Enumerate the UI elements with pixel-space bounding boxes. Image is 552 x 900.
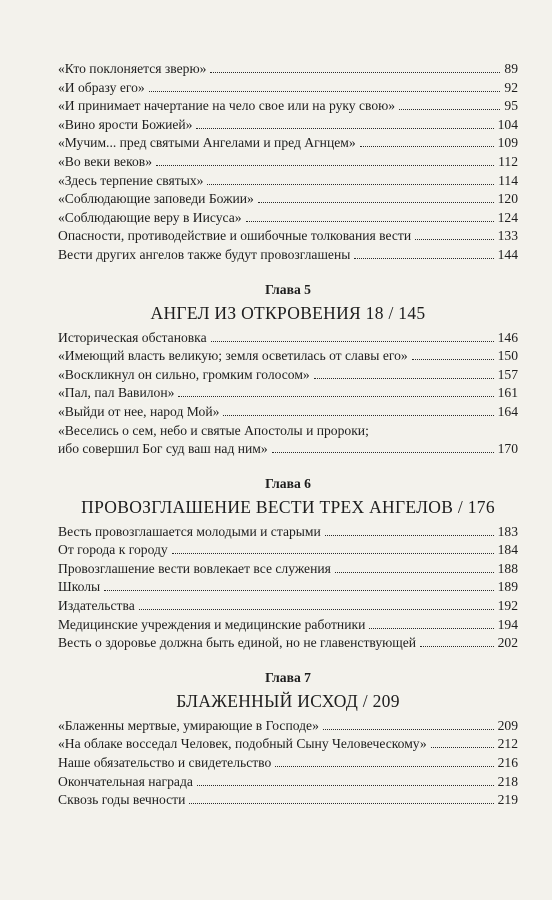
toc-entry-page: 89 [504,61,518,76]
toc-entry-title: Вести других ангелов также будут провозглашены [58,246,351,262]
toc-entry-title: От города к городу [58,542,168,558]
toc-entry-title: Наше обязательство и свидетельство [58,755,272,771]
toc-leader-dots [360,145,494,147]
toc-entry-title: «И образу его» [58,79,145,95]
toc-entry-title: «Во веки веков» [58,153,153,169]
toc-entry-page: 219 [497,792,518,808]
toc-chapter [58,669,518,810]
chapter-label: Глава 5 [265,281,311,297]
toc-leader-dots [323,728,494,730]
toc-entry [58,717,518,736]
toc-entry-page: 157 [497,366,518,382]
toc-leader-dots [196,127,493,129]
toc-entry-title: Сквозь годы вечности [58,792,186,808]
toc-entry-page: 216 [497,755,518,771]
chapter-title: АНГЕЛ ИЗ ОТКРОВЕНИЯ 18 / 145 [150,302,426,323]
toc-entry-title: Провозглашение вести вовлекает все служения [58,560,331,576]
toc-entry [58,440,518,459]
toc-entry-title: «Воскликнул он сильно, громким голосом» [58,366,310,382]
toc-section [58,60,518,265]
toc-entry [58,172,518,191]
toc-entry-page: 184 [497,542,518,558]
toc-entry [58,735,518,754]
toc-entry [58,246,518,265]
toc-entry [58,578,518,597]
toc-entry [58,366,518,385]
toc-entry-page: 95 [504,98,518,114]
toc-entry-page: 194 [497,616,518,632]
toc-entry-page: 92 [504,79,518,95]
toc-entry [58,541,518,560]
toc-entry [58,190,518,209]
toc-entry-title: Весть провозглашается молодыми и старыми [58,523,321,539]
toc-chapter [58,281,518,459]
toc-entry-page: 114 [498,172,518,188]
toc-entry-title: Издательства [58,598,135,614]
toc-entry-title: «Соблюдающие заповеди Божии» [58,191,254,207]
toc-entry [58,97,518,116]
toc-entry [58,754,518,773]
toc-entry-page: 112 [498,153,518,169]
toc-entry-title: «Мучим... пред святыми Ангелами и пред Агнцем» [58,135,356,151]
toc-leader-dots [325,534,494,536]
toc-page [58,60,518,810]
toc-entry-page: 150 [497,348,518,364]
chapter-label: Глава 7 [265,669,311,685]
toc-entry-title: «Имеющий власть великую; земля осветилась от славы его» [58,348,408,364]
toc-entry-title: «Блаженны мертвые, умирающие в Господе» [58,717,319,733]
toc-entry-page: 218 [497,773,518,789]
toc-leader-dots [258,201,494,203]
toc-leader-dots [178,395,493,397]
toc-entry [58,209,518,228]
toc-entry [58,79,518,98]
toc-entry-page: 120 [497,191,518,207]
chapter-title: ПРОВОЗГЛАШЕНИЕ ВЕСТИ ТРЕХ АНГЕЛОВ / 176 [81,496,495,517]
toc-entry [58,634,518,653]
toc-leader-dots [314,377,494,379]
toc-leader-dots [415,238,493,240]
toc-entry-title: «Соблюдающие веру в Иисуса» [58,209,242,225]
toc-entry-page: 104 [497,116,518,132]
toc-entry-page: 146 [497,329,518,345]
toc-entry [58,560,518,579]
toc-entry [58,329,518,348]
toc-leader-dots [189,802,493,804]
toc-entry-page: 161 [497,385,518,401]
toc-entry-title: «И принимает начертание на чело свое или на руку свою» [58,98,396,114]
toc-leader-dots [210,71,500,73]
toc-entry-title: Медицинские учреждения и медицинские работники [58,616,366,632]
toc-leader-dots [104,589,493,591]
toc-leader-dots [420,645,494,647]
toc-entry-title: Школы [58,579,101,595]
toc-entry-page: 209 [497,717,518,733]
toc-leader-dots [149,90,501,92]
toc-leader-dots [431,746,494,748]
toc-entry-title: «Кто поклоняется зверю» [58,61,207,76]
toc-entry-page: 144 [497,246,518,262]
toc-entry [58,116,518,135]
toc-leader-dots [207,183,494,185]
toc-entry-title: Опасности, противодействие и ошибочные толкования вести [58,228,412,244]
toc-entry-title: «На облаке восседал Человек, подобный Сыну Человеческому» [58,736,427,752]
toc-entry [58,227,518,246]
toc-entry [58,60,518,79]
chapter-label: Глава 6 [265,475,311,491]
toc-leader-dots [399,108,500,110]
toc-entry-title: Весть о здоровье должна быть единой, но не главенствующей [58,635,417,651]
toc-entry [58,153,518,172]
toc-chapter [58,475,518,653]
toc-entry-page: 124 [497,209,518,225]
toc-leader-dots [197,784,494,786]
chapter-title: БЛАЖЕННЫЙ ИСХОД / 209 [176,690,400,711]
toc-entry [58,523,518,542]
toc-leader-dots [211,340,494,342]
toc-entry [58,384,518,403]
toc-entry [58,597,518,616]
toc-leader-dots [369,627,493,629]
toc-leader-dots [272,451,494,453]
toc-entry [58,403,518,422]
toc-leader-dots [354,257,493,259]
toc-entry-title: «Здесь терпение святых» [58,172,204,188]
toc-entry-title: «Вино ярости Божией» [58,116,193,132]
toc-entry [58,616,518,635]
toc-leader-dots [275,765,493,767]
toc-entry [58,773,518,792]
toc-entry-page: 164 [497,403,518,419]
toc-entry-title: Окончательная награда [58,773,193,789]
toc-entry-page: 188 [497,560,518,576]
toc-entry [58,134,518,153]
toc-entry-title: «Пал, пал Вавилон» [58,385,175,401]
toc-entry-title: «Выйди от нее, народ Мой» [58,403,220,419]
toc-leader-dots [172,552,494,554]
toc-entry-page: 189 [497,579,518,595]
toc-entry-page: 133 [497,228,518,244]
toc-entry-page: 212 [497,736,518,752]
toc-entry-title: Историческая обстановка [58,329,207,345]
toc-entry [58,347,518,366]
toc-entry-page: 183 [497,523,518,539]
toc-leader-dots [156,164,494,166]
toc-leader-dots [412,358,494,360]
toc-entry-multiline-first: «Веселись о сем, небо и святые Апостолы и пророки; [58,422,369,438]
toc-entry-page: 170 [497,441,518,457]
toc-leader-dots [139,608,494,610]
toc-entry-title: ибо совершил Бог суд ваш над ним» [58,441,268,457]
toc-entry-page: 192 [497,598,518,614]
toc-leader-dots [223,414,493,416]
toc-entry-page: 109 [497,135,518,151]
toc-leader-dots [246,220,494,222]
toc-leader-dots [335,571,494,573]
toc-entry [58,791,518,810]
toc-entry-page: 202 [497,635,518,651]
